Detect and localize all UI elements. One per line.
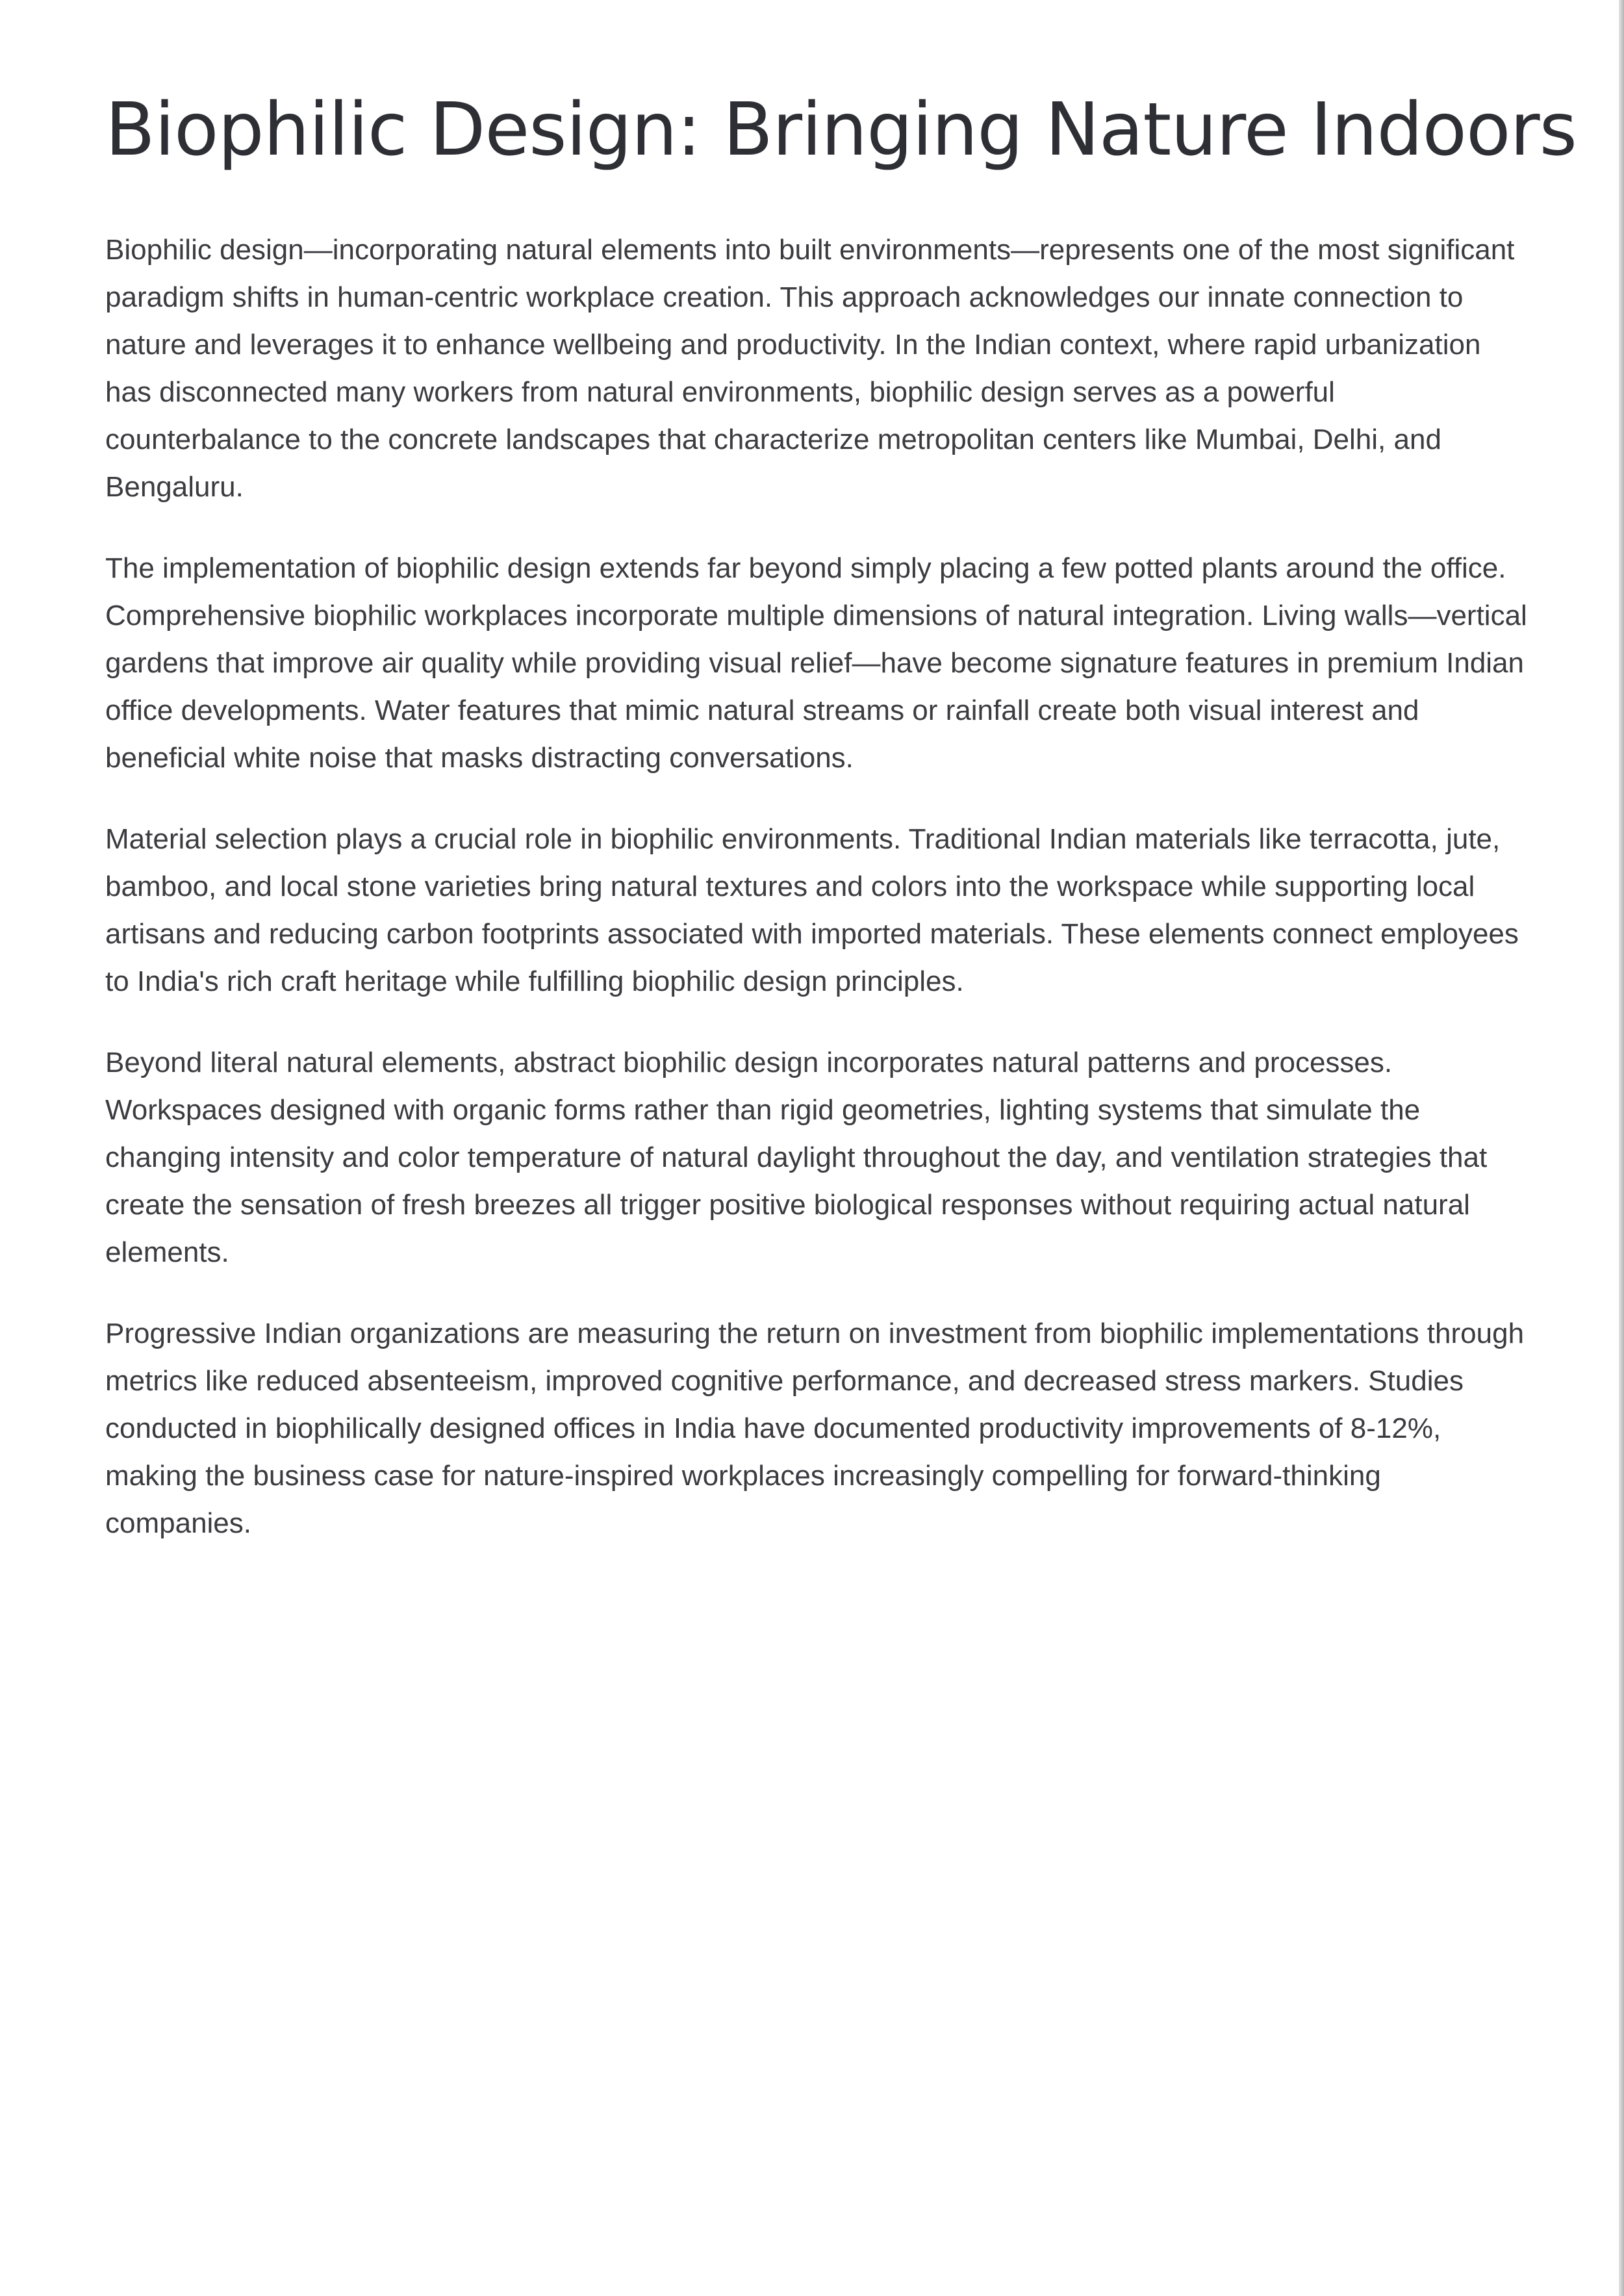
paragraph-3: Material selection plays a crucial role in biophilic environments. Traditional Indian materials like terracotta, jute, bamboo, and local stone varieties bring natural textures and colors into the workspace while supporting local artisans and reducing carbon footprints associated with imported materials. These elements connect employees to India's rich craft heritage while fulfilling biophilic design principles.: [105, 823, 1519, 997]
article-body: [105, 226, 1528, 1547]
page-title: Biophilic Design: Bringing Nature Indoors: [105, 88, 1577, 172]
document-content: [105, 78, 1577, 1581]
page-edge-shadow: [1619, 0, 1624, 2296]
paragraph-2: The implementation of biophilic design extends far beyond simply placing a few potted plants around the office. Comprehensive biophilic workplaces incorporate multiple dimensions of natural integration. Living walls—vertical gardens that improve air quality while providing visual relief—have become signature features in premium Indian office developments. Water features that mimic natural streams or rainfall create both visual interest and beneficial white noise that masks distracting conversations.: [105, 552, 1527, 774]
paragraph-1: Biophilic design—incorporating natural elements into built environments—represents one of the most significant paradigm shifts in human-centric workplace creation. This approach acknowledges our innate connection to nature and leverages it to enhance wellbeing and productivity. In the Indian context, where rapid urbanization has disconnected many workers from natural environments, biophilic design serves as a powerful counterbalance to the concrete landscapes that characterize metropolitan centers like Mumbai, Delhi, and Bengaluru.: [105, 234, 1515, 503]
paragraph-5: Progressive Indian organizations are measuring the return on investment from biophilic implementations through metrics like reduced absenteeism, improved cognitive performance, and decreased stress markers. Studies conducted in biophilically designed offices in India have documented productivity improvements of 8-12%, making the business case for nature-inspired workplaces increasingly compelling for forward-thinking companies.: [105, 1318, 1525, 1539]
paragraph-4: Beyond literal natural elements, abstract biophilic design incorporates natural patterns and processes. Workspaces designed with organic forms rather than rigid geometries, lighting systems that simulate the changing intensity and color temperature of natural daylight throughout the day, and ventilation strategies that create the sensation of fresh breezes all trigger positive biological responses without requiring actual natural elements.: [105, 1047, 1488, 1268]
